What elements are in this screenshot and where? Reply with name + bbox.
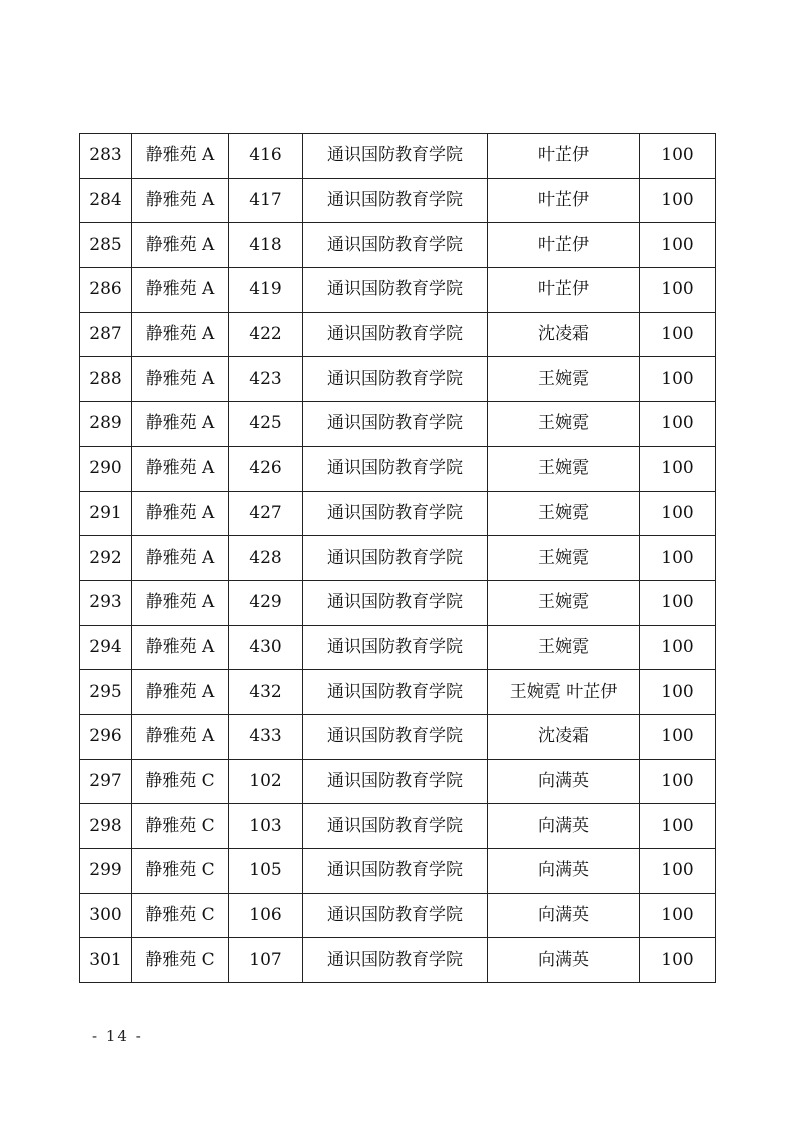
cell-number: 298	[80, 804, 132, 849]
cell-score: 100	[640, 849, 716, 894]
cell-number: 286	[80, 268, 132, 313]
cell-counselor: 王婉霓	[488, 625, 640, 670]
table-row	[80, 804, 716, 849]
cell-counselor: 王婉霓	[488, 402, 640, 447]
cell-building: 静雅苑 C	[132, 938, 229, 983]
cell-room: 418	[229, 223, 303, 268]
cell-number: 294	[80, 625, 132, 670]
cell-building: 静雅苑 A	[132, 625, 229, 670]
cell-college: 通识国防教育学院	[303, 759, 488, 804]
cell-building: 静雅苑 A	[132, 223, 229, 268]
table-row	[80, 446, 716, 491]
cell-counselor: 向满英	[488, 759, 640, 804]
cell-college: 通识国防教育学院	[303, 357, 488, 402]
cell-number: 293	[80, 580, 132, 625]
table-row	[80, 223, 716, 268]
cell-college: 通识国防教育学院	[303, 670, 488, 715]
cell-college: 通识国防教育学院	[303, 625, 488, 670]
cell-counselor: 王婉霓	[488, 580, 640, 625]
cell-room: 433	[229, 714, 303, 759]
cell-score: 100	[640, 491, 716, 536]
cell-number: 295	[80, 670, 132, 715]
table-row	[80, 670, 716, 715]
cell-college: 通识国防教育学院	[303, 134, 488, 179]
cell-number: 301	[80, 938, 132, 983]
cell-college: 通识国防教育学院	[303, 491, 488, 536]
cell-college: 通识国防教育学院	[303, 938, 488, 983]
cell-number: 283	[80, 134, 132, 179]
cell-number: 299	[80, 849, 132, 894]
cell-number: 292	[80, 536, 132, 581]
cell-building: 静雅苑 A	[132, 580, 229, 625]
cell-building: 静雅苑 A	[132, 357, 229, 402]
cell-score: 100	[640, 893, 716, 938]
table-row	[80, 357, 716, 402]
cell-room: 432	[229, 670, 303, 715]
cell-score: 100	[640, 178, 716, 223]
cell-college: 通识国防教育学院	[303, 446, 488, 491]
cell-room: 422	[229, 312, 303, 357]
cell-counselor: 叶芷伊	[488, 268, 640, 313]
cell-college: 通识国防教育学院	[303, 223, 488, 268]
table-row	[80, 178, 716, 223]
cell-building: 静雅苑 A	[132, 402, 229, 447]
cell-college: 通识国防教育学院	[303, 893, 488, 938]
cell-building: 静雅苑 C	[132, 849, 229, 894]
cell-building: 静雅苑 A	[132, 491, 229, 536]
cell-college: 通识国防教育学院	[303, 849, 488, 894]
cell-college: 通识国防教育学院	[303, 312, 488, 357]
cell-score: 100	[640, 402, 716, 447]
cell-counselor: 叶芷伊	[488, 178, 640, 223]
cell-room: 102	[229, 759, 303, 804]
cell-room: 106	[229, 893, 303, 938]
cell-counselor: 王婉霓	[488, 357, 640, 402]
cell-room: 107	[229, 938, 303, 983]
cell-building: 静雅苑 C	[132, 804, 229, 849]
table-row	[80, 402, 716, 447]
cell-building: 静雅苑 A	[132, 446, 229, 491]
cell-number: 300	[80, 893, 132, 938]
table-row	[80, 625, 716, 670]
cell-room: 423	[229, 357, 303, 402]
cell-number: 285	[80, 223, 132, 268]
cell-college: 通识国防教育学院	[303, 804, 488, 849]
cell-number: 290	[80, 446, 132, 491]
cell-counselor: 向满英	[488, 849, 640, 894]
table-row	[80, 893, 716, 938]
cell-number: 288	[80, 357, 132, 402]
cell-building: 静雅苑 C	[132, 759, 229, 804]
cell-counselor: 向满英	[488, 893, 640, 938]
cell-score: 100	[640, 223, 716, 268]
cell-score: 100	[640, 446, 716, 491]
cell-number: 296	[80, 714, 132, 759]
cell-building: 静雅苑 A	[132, 178, 229, 223]
cell-college: 通识国防教育学院	[303, 536, 488, 581]
cell-score: 100	[640, 580, 716, 625]
table-row	[80, 268, 716, 313]
cell-score: 100	[640, 536, 716, 581]
table-row	[80, 536, 716, 581]
cell-number: 297	[80, 759, 132, 804]
cell-room: 425	[229, 402, 303, 447]
dormitory-score-table	[79, 133, 716, 983]
cell-counselor: 沈凌霜	[488, 312, 640, 357]
cell-number: 284	[80, 178, 132, 223]
cell-score: 100	[640, 134, 716, 179]
cell-room: 426	[229, 446, 303, 491]
cell-counselor: 向满英	[488, 804, 640, 849]
table-row	[80, 938, 716, 983]
cell-counselor: 王婉霓	[488, 491, 640, 536]
table-row	[80, 491, 716, 536]
cell-room: 103	[229, 804, 303, 849]
cell-number: 289	[80, 402, 132, 447]
cell-room: 427	[229, 491, 303, 536]
cell-building: 静雅苑 A	[132, 670, 229, 715]
cell-college: 通识国防教育学院	[303, 402, 488, 447]
cell-score: 100	[640, 759, 716, 804]
cell-building: 静雅苑 C	[132, 893, 229, 938]
cell-building: 静雅苑 A	[132, 714, 229, 759]
cell-counselor: 沈凌霜	[488, 714, 640, 759]
table-row	[80, 849, 716, 894]
cell-score: 100	[640, 268, 716, 313]
cell-score: 100	[640, 357, 716, 402]
table-row	[80, 134, 716, 179]
cell-room: 417	[229, 178, 303, 223]
cell-room: 105	[229, 849, 303, 894]
cell-room: 416	[229, 134, 303, 179]
cell-score: 100	[640, 804, 716, 849]
cell-room: 430	[229, 625, 303, 670]
cell-building: 静雅苑 A	[132, 268, 229, 313]
cell-score: 100	[640, 625, 716, 670]
cell-room: 429	[229, 580, 303, 625]
page-number: - 14 -	[92, 1027, 143, 1045]
cell-building: 静雅苑 A	[132, 536, 229, 581]
cell-college: 通识国防教育学院	[303, 268, 488, 313]
cell-counselor: 王婉霓 叶芷伊	[488, 670, 640, 715]
cell-score: 100	[640, 312, 716, 357]
cell-score: 100	[640, 938, 716, 983]
cell-counselor: 叶芷伊	[488, 223, 640, 268]
table-row	[80, 580, 716, 625]
cell-number: 291	[80, 491, 132, 536]
cell-score: 100	[640, 714, 716, 759]
cell-counselor: 王婉霓	[488, 536, 640, 581]
table-body	[80, 134, 716, 983]
cell-college: 通识国防教育学院	[303, 178, 488, 223]
cell-building: 静雅苑 A	[132, 134, 229, 179]
cell-counselor: 王婉霓	[488, 446, 640, 491]
cell-room: 428	[229, 536, 303, 581]
table-row	[80, 759, 716, 804]
cell-counselor: 叶芷伊	[488, 134, 640, 179]
table-row	[80, 312, 716, 357]
cell-college: 通识国防教育学院	[303, 714, 488, 759]
table-row	[80, 714, 716, 759]
cell-counselor: 向满英	[488, 938, 640, 983]
cell-building: 静雅苑 A	[132, 312, 229, 357]
cell-room: 419	[229, 268, 303, 313]
cell-college: 通识国防教育学院	[303, 580, 488, 625]
cell-score: 100	[640, 670, 716, 715]
cell-number: 287	[80, 312, 132, 357]
